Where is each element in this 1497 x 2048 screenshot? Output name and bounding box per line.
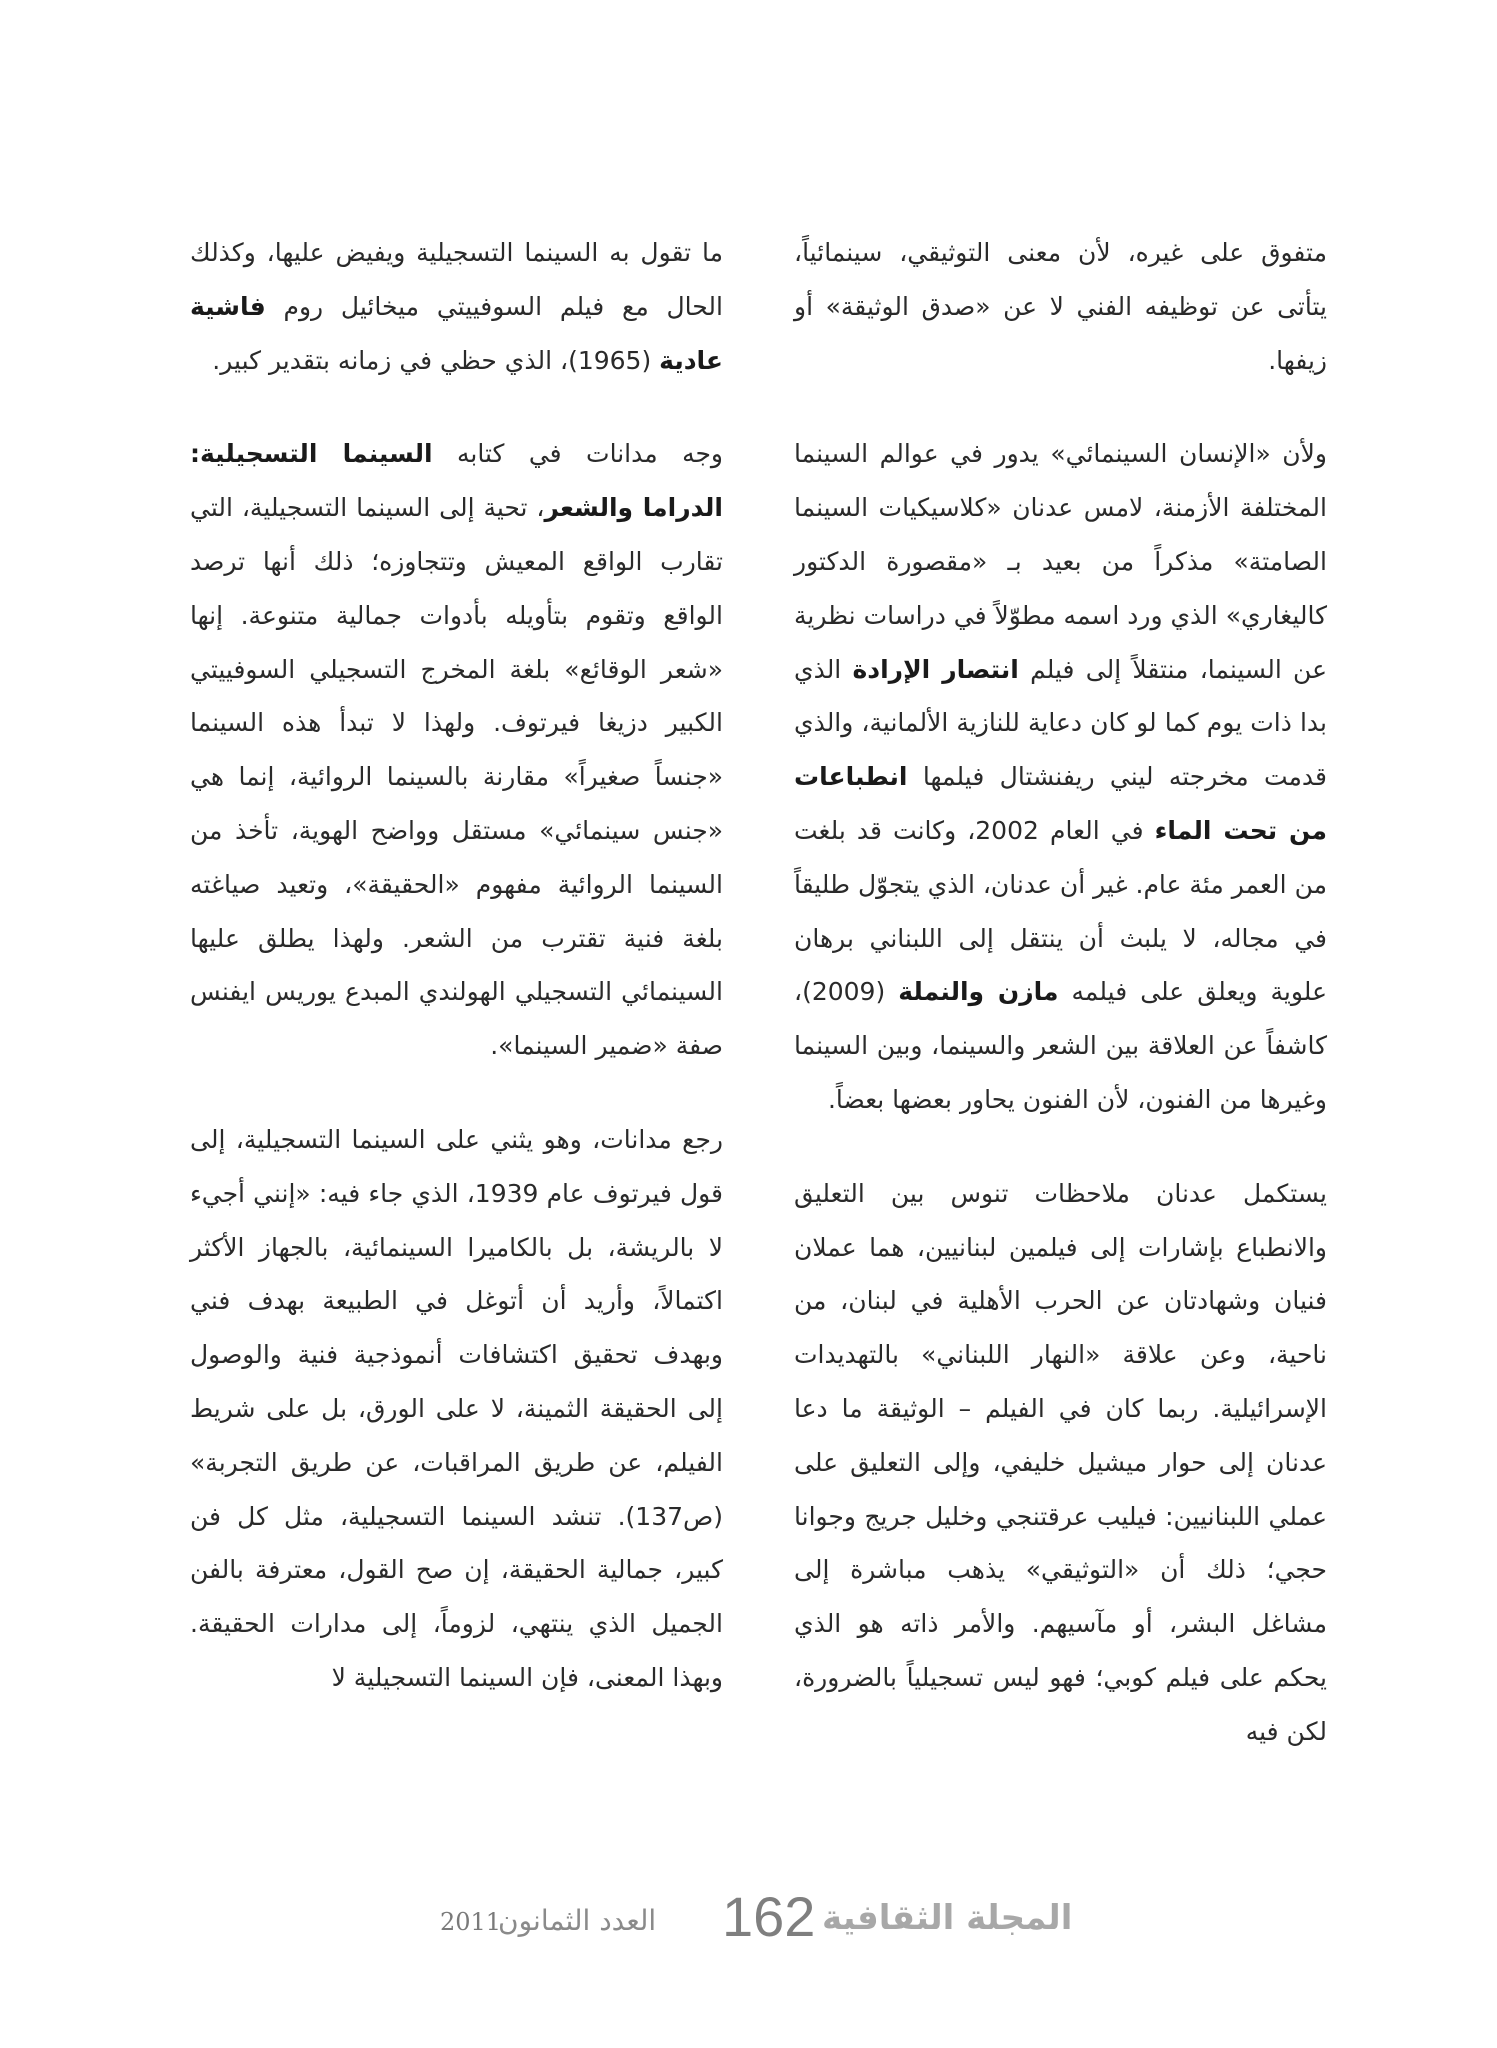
left-column [190,226,723,1705]
page-footer [440,1886,1080,1950]
paragraph: وجه مدانات في كتابه السينما التسجيلية: الدراما والشعر، تحية إلى السينما التسجيلية، التي تقارب الواقع المعيش وتتجاوزه؛ ذلك أنها ترصد الواقع وتقوم بتأويله بأدوات جمالية متنوعة. إنها «شعر الوقائع» بلغة المخرج التسجيلي السوفييتي الكبير دزيغا فيرتوف. ولهذا لا تبدأ هذه السينما «جنساً صغيراً» مقارنة بالسينما الروائية، إنما هي «جنس سينمائي» مستقل وواضح الهوية، تأخذ من السينما الروائية مفهوم «الحقيقة»، وتعيد صياغته بلغة فنية تقترب من الشعر. ولهذا يطلق عليها السينمائي التسجيلي الهولندي المبدع يوريس ايفنس صفة «ضمير السينما». [190,439,723,1061]
paragraph: يستكمل عدنان ملاحظات تنوس بين التعليق والانطباع بإشارات إلى فيلمين لبنانيين، هما عملان فنيان وشهادتان عن الحرب الأهلية في لبنان، من ناحية، وعن علاقة «النهار اللبناني» بالتهديدات الإسرائيلية. ربما كان في الفيلم – الوثيقة ما دعا عدنان إلى حوار ميشيل خليفي، وإلى التعليق على عملي اللبنانيين: فيليب عرقتنجي وخليل جريج وجوانا حجي؛ ذلك أن «التوثيقي» يذهب مباشرة إلى مشاغل البشر، أو مآسيهم. والأمر ذاته هو الذي يحكم على فيلم كوبي؛ فهو ليس تسجيلياً بالضرورة، لكن فيه [794,1178,1327,1746]
page-number: 162 [722,1885,816,1948]
right-column [794,226,1327,1759]
paragraph: ما تقول به السينما التسجيلية ويفيض عليها، وكذلك الحال مع فيلم السوفييتي ميخائيل روم فاشية عادية (1965)، الذي حظي في زمانه بتقدير كبير. [190,238,723,375]
magazine-title: المجلة الثقافية [822,1898,1073,1938]
issue-year: 2011 [440,1908,502,1936]
paragraph: متفوق على غيره، لأن معنى التوثيقي، سينمائياً، يتأتى عن توظيفه الفني لا عن «صدق الوثيقة» أو زيفها. [794,238,1327,375]
issue-label: العدد الثمانون [498,1904,657,1937]
paragraph: رجع مدانات، وهو يثني على السينما التسجيلية، إلى قول فيرتوف عام 1939، الذي جاء فيه: «إنني أجيء لا بالريشة، بل بالكاميرا السينمائية، بالجهاز الأكثر اكتمالاً، وأريد أن أتوغل في الطبيعة بهدف فني وبهدف تحقيق اكتشافات أنموذجية فنية والوصول إلى الحقيقة الثمينة، لا على الورق، بل على شريط الفيلم، عن طريق المراقبات، عن طريق التجربة» (ص137). تنشد السينما التسجيلية، مثل كل فن كبير، جمالية الحقيقة، إن صح القول، معترفة بالفن الجميل الذي ينتهي، لزوماً، إلى مدارات الحقيقة. وبهذا المعنى، فإن السينما التسجيلية لا [190,1124,723,1692]
paragraph: ولأن «الإنسان السينمائي» يدور في عوالم السينما المختلفة الأزمنة، لامس عدنان «كلاسيكيات السينما الصامتة» مذكراً من بعيد بـ «مقصورة الدكتور كاليغاري» الذي ورد اسمه مطوّلاً في دراسات نظرية عن السينما، منتقلاً إلى فيلم انتصار الإرادة الذي بدا ذات يوم كما لو كان دعاية للنازية الألمانية، والذي قدمت مخرجته ليني ريفنشتال فيلمها انطباعات من تحت الماء في العام 2002، وكانت قد بلغت من العمر مئة عام. غير أن عدنان، الذي يتجوّل طليقاً في مجاله، لا يلبث أن ينتقل إلى اللبناني برهان علوية ويعلق على فيلمه مازن والنملة (2009)، كاشفاً عن العلاقة بين الشعر والسينما، وبين السينما وغيرها من الفنون، لأن الفنون يحاور بعضها بعضاً. [794,439,1327,1114]
